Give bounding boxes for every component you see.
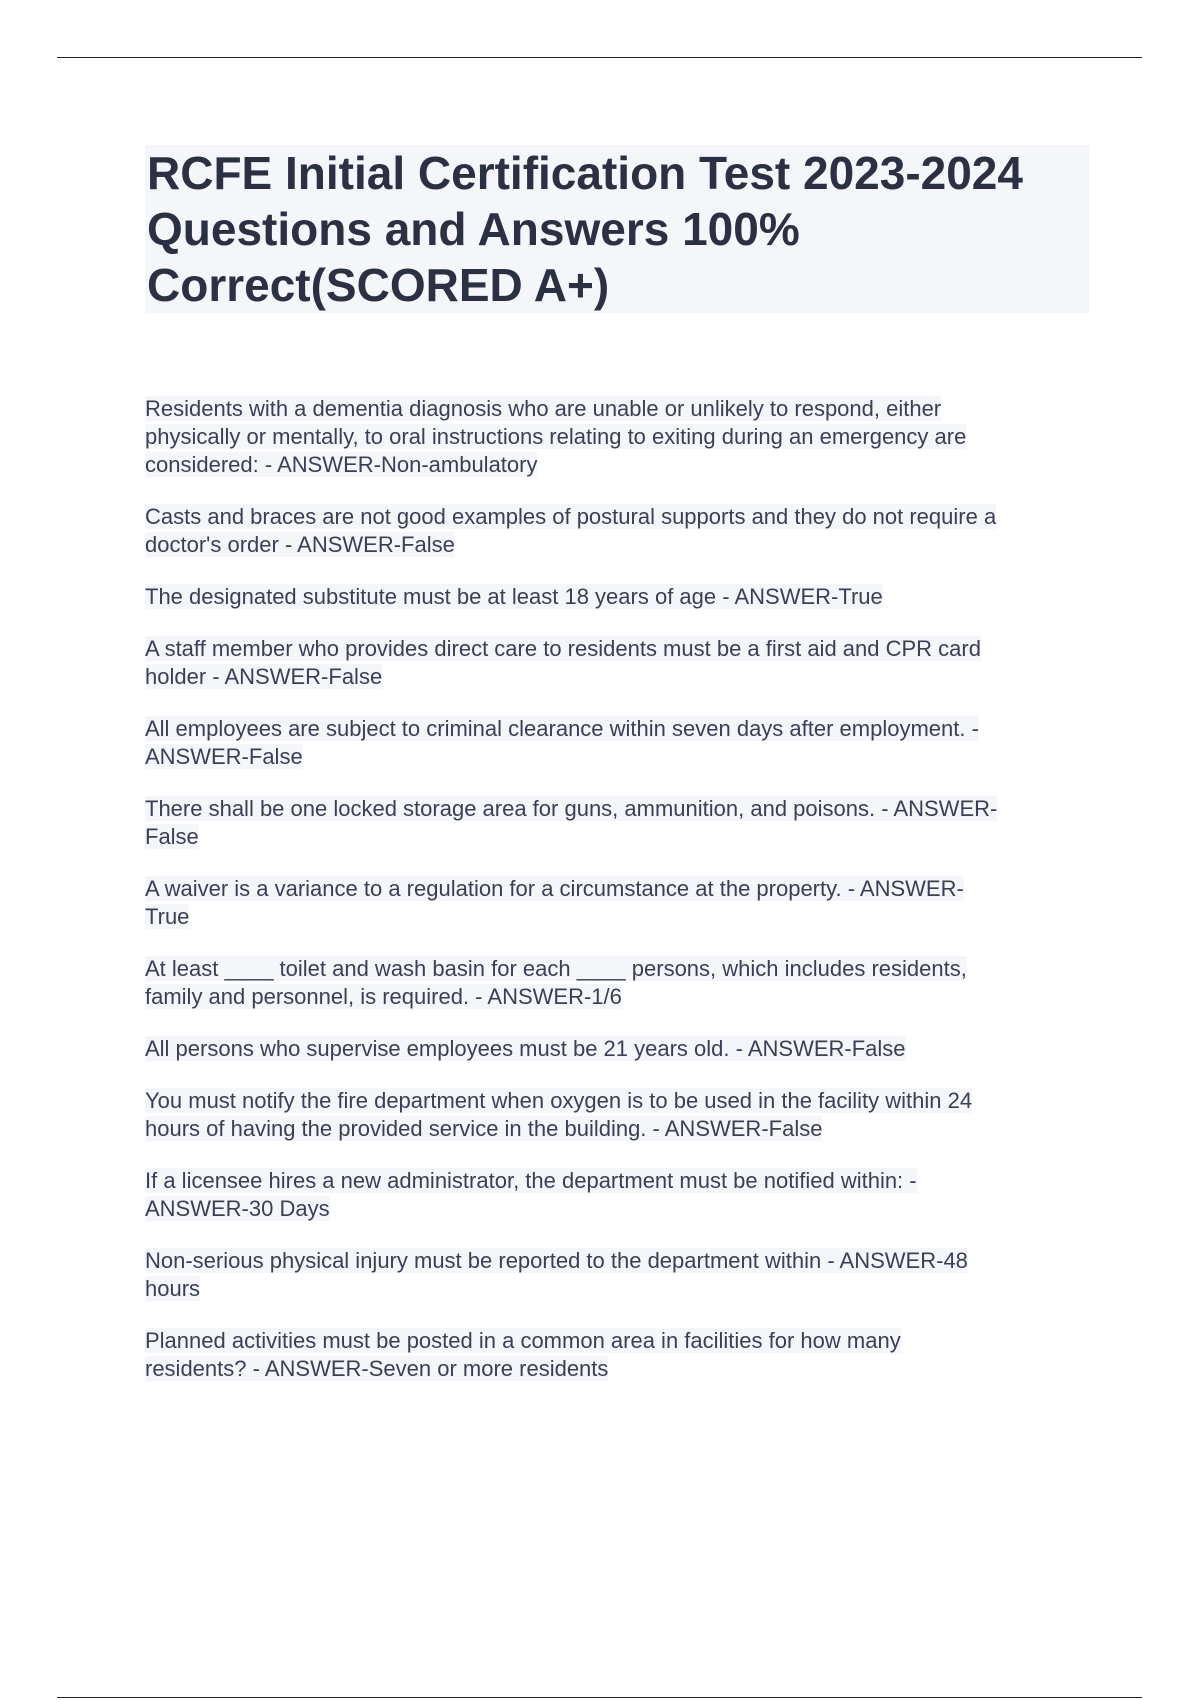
- qa-text-line: physically or mentally, to oral instructions relating to exiting during an emergency are: [145, 424, 967, 449]
- qa-text-line: ANSWER-30 Days: [145, 1196, 330, 1221]
- qa-item: [145, 583, 1090, 611]
- qa-text-line: Residents with a dementia diagnosis who are unable or unlikely to respond, either: [145, 396, 942, 421]
- qa-text-line: All employees are subject to criminal clearance within seven days after employment. -: [145, 716, 979, 741]
- qa-text-line: A waiver is a variance to a regulation for a circumstance at the property. - ANSWER-: [145, 876, 964, 901]
- qa-text-line: You must notify the fire department when oxygen is to be used in the facility within 24: [145, 1088, 973, 1113]
- qa-text-line: doctor's order - ANSWER-False: [145, 532, 455, 557]
- qa-text-line: If a licensee hires a new administrator, the department must be notified within: -: [145, 1168, 917, 1193]
- qa-item: [145, 795, 1090, 851]
- title-line: Correct(SCORED A+): [147, 259, 610, 311]
- title-line: RCFE Initial Certification Test 2023-2024: [147, 147, 1023, 199]
- qa-list: [145, 395, 1090, 1407]
- qa-item: [145, 1167, 1090, 1223]
- qa-item: [145, 1327, 1090, 1383]
- title-line: Questions and Answers 100%: [147, 203, 800, 255]
- qa-item: [145, 635, 1090, 691]
- qa-text-line: A staff member who provides direct care to residents must be a first aid and CPR card: [145, 636, 981, 661]
- qa-item: [145, 503, 1090, 559]
- qa-item: [145, 1087, 1090, 1143]
- qa-item: [145, 875, 1090, 931]
- qa-item: [145, 1035, 1090, 1063]
- qa-item: [145, 715, 1090, 771]
- qa-text-line: Non-serious physical injury must be reported to the department within - ANSWER-48: [145, 1248, 968, 1273]
- qa-text-line: The designated substitute must be at least 18 years of age - ANSWER-True: [145, 584, 883, 609]
- qa-item: [145, 395, 1090, 479]
- qa-text-line: hours of having the provided service in the building. - ANSWER-False: [145, 1116, 823, 1141]
- footer-rule: [57, 1697, 1142, 1698]
- qa-text-line: residents? - ANSWER-Seven or more residents: [145, 1356, 609, 1381]
- document-title: [145, 145, 1090, 313]
- qa-item: [145, 955, 1090, 1011]
- qa-text-line: family and personnel, is required. - ANSWER-1/6: [145, 984, 622, 1009]
- qa-text-line: Planned activities must be posted in a common area in facilities for how many: [145, 1328, 901, 1353]
- qa-text-line: Casts and braces are not good examples of postural supports and they do not require a: [145, 504, 997, 529]
- qa-text-line: True: [145, 904, 190, 929]
- qa-item: [145, 1247, 1090, 1303]
- qa-text-line: At least ____ toilet and wash basin for each ____ persons, which includes residents,: [145, 956, 967, 981]
- qa-text-line: There shall be one locked storage area for guns, ammunition, and poisons. - ANSWER-: [145, 796, 998, 821]
- qa-text-line: hours: [145, 1276, 201, 1301]
- qa-text-line: All persons who supervise employees must be 21 years old. - ANSWER-False: [145, 1036, 906, 1061]
- qa-text-line: ANSWER-False: [145, 744, 303, 769]
- qa-text-line: False: [145, 824, 199, 849]
- qa-text-line: considered: - ANSWER-Non-ambulatory: [145, 452, 538, 477]
- header-rule: [57, 57, 1142, 58]
- qa-text-line: holder - ANSWER-False: [145, 664, 383, 689]
